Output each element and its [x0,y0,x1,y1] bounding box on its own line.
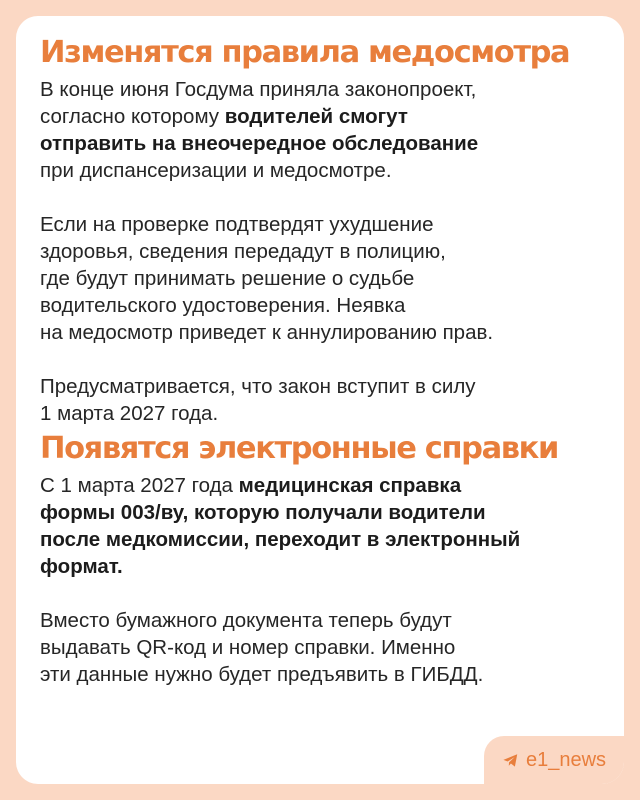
text-line [40,526,602,553]
text-line: Предусматривается, что закон вступит в силу [40,375,476,398]
bold-fragment: формы 003/ву, которую получали водители [40,501,486,524]
text-line [40,130,602,157]
paragraph-qr-code [40,607,602,688]
article-card [16,16,624,784]
paragraph-duma-bill [40,76,602,184]
section-heading-medical-exam: Изменятся правила медосмотра [40,35,570,70]
bold-fragment: формат. [40,555,123,578]
text-line: эти данные нужно будет предъявить в ГИБДД. [40,663,484,686]
telegram-icon [502,752,519,769]
paragraph-electronic-format [40,472,602,580]
text-line: В конце июня Госдума приняла законопроект, [40,78,477,101]
text-line: выдавать QR-код и номер справки. Именно [40,636,456,659]
text-line [40,472,602,499]
section-heading-electronic-certificates: Появятся электронные справки [40,431,558,466]
text-line: при диспансеризации и медосмотре. [40,159,392,182]
text-line [40,553,602,580]
text-line [40,103,602,130]
spacer [40,346,602,373]
text-line: здоровья, сведения передадут в полицию, [40,240,446,263]
paragraph-police-notification [40,211,602,346]
source-tag-label: e1_news [525,748,607,771]
text-line: Если на проверке подтвердят ухудшение [40,213,434,236]
paragraph-law-effective-date [40,373,602,427]
source-tag[interactable] [484,736,624,784]
spacer [40,184,602,211]
text-line: на медосмотр приведет к аннулированию прав. [40,321,494,344]
text-line: где будут принимать решение о судьбе [40,267,415,290]
heading-wrapper [40,430,602,468]
text-line: Вместо бумажного документа теперь будут [40,609,452,632]
bold-fragment: после медкомиссии, переходит в электронный [40,528,521,551]
text-fragment: С 1 марта 2027 года [40,474,239,497]
text-line: водительского удостоверения. Неявка [40,294,406,317]
text-line [40,499,602,526]
bold-fragment: водителей смогут [224,105,408,128]
spacer [40,580,602,607]
text-fragment: согласно которому [40,105,225,128]
text-line: 1 марта 2027 года. [40,402,219,425]
bold-fragment: отправить на внеочередное обследование [40,132,479,155]
bold-fragment: медицинская справка [238,474,462,497]
